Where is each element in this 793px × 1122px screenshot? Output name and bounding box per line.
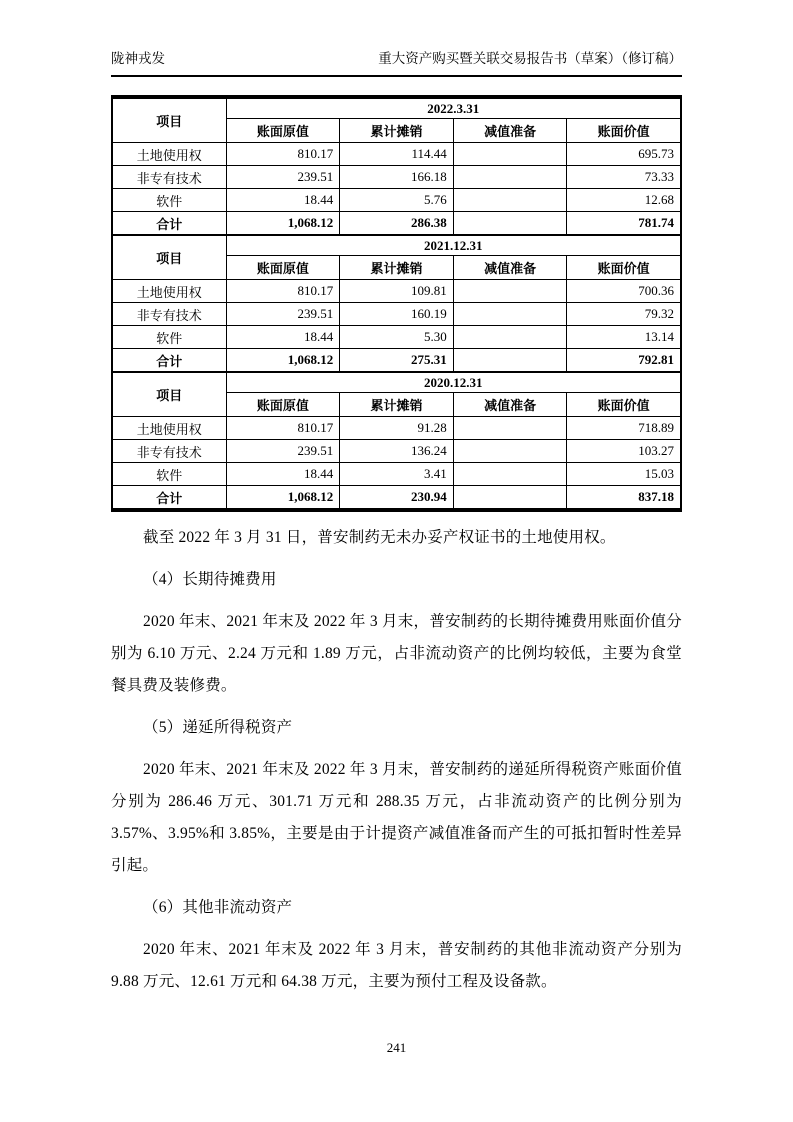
- cell-original-value: 810.17: [226, 143, 340, 166]
- cell-accumulated-amortization: 114.44: [340, 143, 454, 166]
- table-2020-12-31: [112, 372, 681, 509]
- row-label: 非专有技术: [113, 303, 227, 326]
- period-header: 2020.12.31: [226, 373, 680, 393]
- cell-book-value: 15.03: [567, 463, 681, 486]
- paragraph-other-noncurrent-assets: 2020 年末、2021 年末及 2022 年 3 月末，普安制药的其他非流动资产分别为 9.88 万元、12.61 万元和 64.38 万元，主要为预付工程及设备款。: [111, 941, 682, 990]
- cell-book-value: 13.14: [567, 326, 681, 349]
- table-row: [113, 280, 681, 303]
- item-column-header: 项目: [113, 373, 227, 417]
- column-header: 减值准备: [453, 119, 567, 143]
- cell-impairment: [453, 166, 567, 189]
- cell-impairment: [453, 463, 567, 486]
- cell-original-value: 239.51: [226, 166, 340, 189]
- body-text: [111, 522, 682, 998]
- row-label: 软件: [113, 189, 227, 212]
- paragraph-long-term-deferred-expenses: 2020 年末、2021 年末及 2022 年 3 月末，普安制药的长期待摊费用账面价值分别为 6.10 万元、2.24 万元和 1.89 万元，占非流动资产的比例均较低，主要为食堂餐具费及装修费。: [111, 613, 682, 694]
- cell-impairment: [453, 280, 567, 303]
- row-label: 土地使用权: [113, 417, 227, 440]
- cell-original-value: 239.51: [226, 440, 340, 463]
- table-row: [113, 440, 681, 463]
- cell-original-value: 18.44: [226, 463, 340, 486]
- page-number: 241: [386, 1040, 407, 1055]
- column-header: 账面价值: [567, 393, 681, 417]
- paragraph-deferred-tax-assets: 2020 年末、2021 年末及 2022 年 3 月末，普安制药的递延所得税资产账面价值分别为 286.46 万元、301.71 万元和 288.35 万元，占非流动资产的比例分别为 3.57%、3.95%和 3.85%，主要是由于计提资产减值准备而产生的可抵扣暂时性差异引起。: [111, 761, 682, 874]
- cell-original-value: 1,068.12: [226, 349, 340, 372]
- table-total-row: [113, 212, 681, 235]
- cell-original-value: 18.44: [226, 189, 340, 212]
- cell-book-value: 781.74: [567, 212, 681, 235]
- column-header: 账面原值: [226, 119, 340, 143]
- table-header-row: [113, 373, 681, 393]
- table-total-row: [113, 486, 681, 509]
- cell-book-value: 73.33: [567, 166, 681, 189]
- cell-impairment: [453, 189, 567, 212]
- table-header-row: [113, 236, 681, 256]
- cell-original-value: 18.44: [226, 326, 340, 349]
- cell-accumulated-amortization: 286.38: [340, 212, 454, 235]
- cell-book-value: 792.81: [567, 349, 681, 372]
- cell-book-value: 700.36: [567, 280, 681, 303]
- cell-accumulated-amortization: 136.24: [340, 440, 454, 463]
- period-header: 2022.3.31: [226, 99, 680, 119]
- row-label: 合计: [113, 486, 227, 509]
- section-heading-4: （4）长期待摊费用: [143, 571, 277, 588]
- doc-header: [111, 0, 682, 77]
- row-label: 软件: [113, 463, 227, 486]
- table-row: [113, 189, 681, 212]
- column-header: 累计摊销: [340, 256, 454, 280]
- cell-original-value: 810.17: [226, 280, 340, 303]
- item-column-header: 项目: [113, 99, 227, 143]
- cell-impairment: [453, 303, 567, 326]
- cell-original-value: 239.51: [226, 303, 340, 326]
- table-row: [113, 303, 681, 326]
- column-header: 累计摊销: [340, 119, 454, 143]
- table-header-row: [113, 99, 681, 119]
- row-label: 土地使用权: [113, 280, 227, 303]
- column-header: 减值准备: [453, 256, 567, 280]
- row-label: 非专有技术: [113, 166, 227, 189]
- row-label: 合计: [113, 212, 227, 235]
- section-heading-5: （5）递延所得税资产: [143, 719, 293, 736]
- column-header: 账面原值: [226, 393, 340, 417]
- row-label: 软件: [113, 326, 227, 349]
- cell-accumulated-amortization: 5.76: [340, 189, 454, 212]
- table-total-row: [113, 349, 681, 372]
- cell-book-value: 79.32: [567, 303, 681, 326]
- column-header: 账面价值: [567, 119, 681, 143]
- cell-accumulated-amortization: 275.31: [340, 349, 454, 372]
- cell-original-value: 1,068.12: [226, 486, 340, 509]
- cell-accumulated-amortization: 5.30: [340, 326, 454, 349]
- cell-impairment: [453, 212, 567, 235]
- cell-impairment: [453, 486, 567, 509]
- cell-impairment: [453, 417, 567, 440]
- intangible-assets-tables: [111, 95, 682, 512]
- cell-book-value: 12.68: [567, 189, 681, 212]
- column-header: 账面原值: [226, 256, 340, 280]
- column-header: 累计摊销: [340, 393, 454, 417]
- table-row: [113, 463, 681, 486]
- column-header: 减值准备: [453, 393, 567, 417]
- cell-accumulated-amortization: 166.18: [340, 166, 454, 189]
- table-row: [113, 417, 681, 440]
- cell-accumulated-amortization: 160.19: [340, 303, 454, 326]
- item-column-header: 项目: [113, 236, 227, 280]
- row-label: 合计: [113, 349, 227, 372]
- cell-book-value: 695.73: [567, 143, 681, 166]
- cell-accumulated-amortization: 91.28: [340, 417, 454, 440]
- section-heading-6: （6）其他非流动资产: [143, 899, 293, 916]
- cell-original-value: 810.17: [226, 417, 340, 440]
- cell-impairment: [453, 349, 567, 372]
- cell-accumulated-amortization: 230.94: [340, 486, 454, 509]
- note-land-use-rights: 截至 2022 年 3 月 31 日，普安制药无未办妥产权证书的土地使用权。: [143, 529, 616, 546]
- cell-book-value: 837.18: [567, 486, 681, 509]
- cell-impairment: [453, 440, 567, 463]
- table-2021-12-31: [112, 235, 681, 372]
- table-row: [113, 326, 681, 349]
- cell-original-value: 1,068.12: [226, 212, 340, 235]
- row-label: 非专有技术: [113, 440, 227, 463]
- cell-book-value: 103.27: [567, 440, 681, 463]
- period-header: 2021.12.31: [226, 236, 680, 256]
- table-row: [113, 166, 681, 189]
- cell-impairment: [453, 326, 567, 349]
- row-label: 土地使用权: [113, 143, 227, 166]
- header-company-name: 陇神戎发: [111, 51, 165, 66]
- cell-accumulated-amortization: 109.81: [340, 280, 454, 303]
- cell-impairment: [453, 143, 567, 166]
- column-header: 账面价值: [567, 256, 681, 280]
- header-report-title: 重大资产购买暨关联交易报告书（草案）（修订稿）: [378, 51, 682, 66]
- cell-book-value: 718.89: [567, 417, 681, 440]
- cell-accumulated-amortization: 3.41: [340, 463, 454, 486]
- table-2022-03-31: [112, 98, 681, 235]
- table-row: [113, 143, 681, 166]
